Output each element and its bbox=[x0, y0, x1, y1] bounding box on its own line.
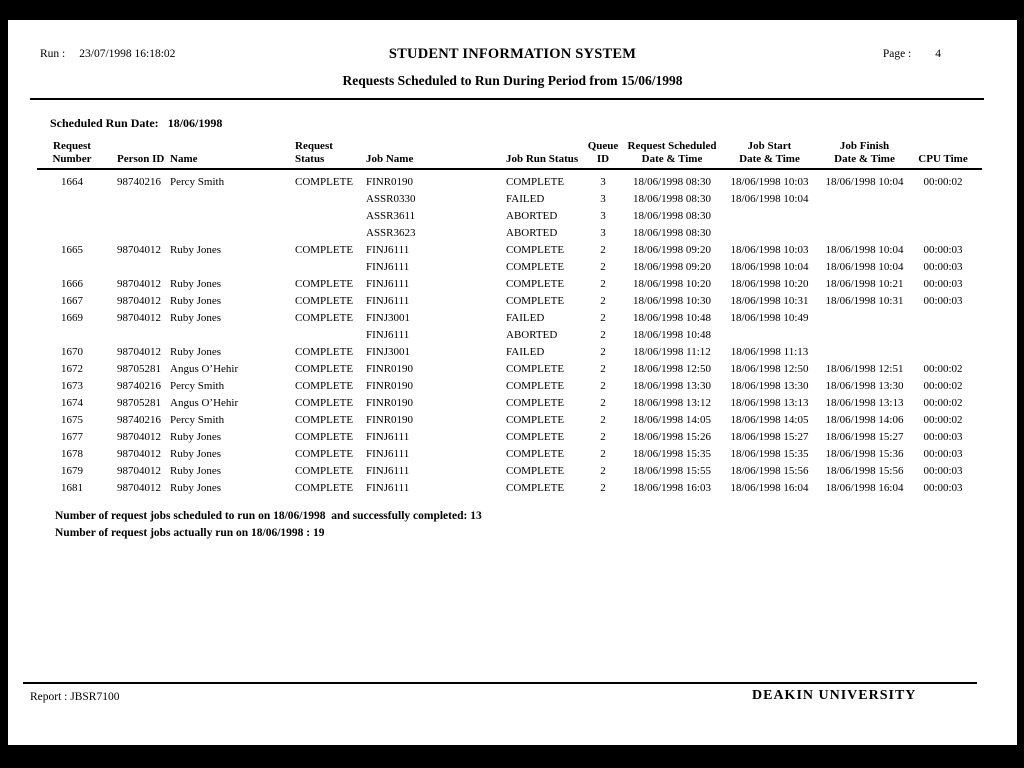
cell-cpu-time: 00:00:03 bbox=[923, 482, 963, 494]
cell-job-finish-datetime: 18/06/1998 10:31 bbox=[825, 295, 904, 307]
cell-queue-id: 2 bbox=[600, 261, 606, 273]
cell-request-status: COMPLETE bbox=[295, 295, 354, 307]
cell-job-finish-datetime: 18/06/1998 15:27 bbox=[825, 431, 904, 443]
cell-queue-id: 2 bbox=[600, 431, 606, 443]
cell-person-id: 98704012 bbox=[117, 295, 161, 307]
table-row bbox=[37, 412, 982, 429]
cell-name: Angus O’Hehir bbox=[170, 363, 239, 375]
cell-request-status: COMPLETE bbox=[295, 397, 354, 409]
cell-job-finish-datetime bbox=[817, 344, 912, 361]
table-row bbox=[37, 463, 982, 480]
table-row bbox=[37, 293, 982, 310]
col-header-person-id: Person ID bbox=[107, 140, 167, 169]
cell-request-scheduled-datetime: 18/06/1998 12:50 bbox=[633, 363, 711, 375]
table-header-row bbox=[37, 140, 982, 169]
cell-name: Angus O’Hehir bbox=[170, 397, 239, 409]
cell-request-number: 1675 bbox=[61, 414, 83, 426]
table-row bbox=[37, 378, 982, 395]
col-header-request-scheduled: Request Scheduled Date & Time bbox=[622, 140, 722, 169]
cell-job-name: FINJ6111 bbox=[366, 295, 410, 307]
cell-queue-id: 2 bbox=[600, 380, 606, 392]
jobs-table bbox=[37, 140, 982, 497]
scheduled-run-date-label: Scheduled Run Date: bbox=[50, 116, 159, 130]
cell-job-name: ASSR0330 bbox=[366, 193, 416, 205]
table-row bbox=[37, 242, 982, 259]
cell-request-scheduled-datetime: 18/06/1998 13:12 bbox=[633, 397, 711, 409]
cell-job-start-datetime: 18/06/1998 10:20 bbox=[730, 278, 809, 290]
cell-job-start-datetime bbox=[722, 225, 817, 242]
cell-request-scheduled-datetime: 18/06/1998 15:55 bbox=[633, 465, 711, 477]
cell-job-finish-datetime: 18/06/1998 16:04 bbox=[825, 482, 904, 494]
cell-job-start-datetime: 18/06/1998 10:49 bbox=[730, 312, 809, 324]
cell-job-finish-datetime bbox=[817, 327, 912, 344]
cell-request-scheduled-datetime: 18/06/1998 15:26 bbox=[633, 431, 711, 443]
cell-job-run-status: COMPLETE bbox=[506, 380, 565, 392]
page-title: STUDENT INFORMATION SYSTEM bbox=[388, 46, 637, 62]
cell-job-start-datetime: 18/06/1998 10:04 bbox=[730, 193, 809, 205]
cell-queue-id: 2 bbox=[600, 414, 606, 426]
cell-queue-id: 2 bbox=[600, 397, 606, 409]
cell-person-id: 98704012 bbox=[117, 312, 161, 324]
cell-request-status bbox=[292, 225, 364, 242]
cell-job-finish-datetime bbox=[817, 225, 912, 242]
cell-request-status: COMPLETE bbox=[295, 414, 354, 426]
cell-job-name: FINJ6111 bbox=[366, 244, 410, 256]
cell-job-start-datetime bbox=[722, 327, 817, 344]
cell-name: Ruby Jones bbox=[170, 346, 222, 358]
cell-name bbox=[167, 191, 292, 208]
col-header-queue-id: Queue ID bbox=[584, 140, 622, 169]
cell-job-run-status: COMPLETE bbox=[506, 176, 565, 188]
cell-job-run-status: COMPLETE bbox=[506, 363, 565, 375]
cell-job-run-status: COMPLETE bbox=[506, 431, 565, 443]
cell-request-status: COMPLETE bbox=[295, 346, 354, 358]
cell-job-run-status: COMPLETE bbox=[506, 465, 565, 477]
table-row bbox=[37, 310, 982, 327]
cell-person-id: 98705281 bbox=[117, 397, 161, 409]
cell-request-status bbox=[292, 191, 364, 208]
cell-request-scheduled-datetime: 18/06/1998 14:05 bbox=[633, 414, 711, 426]
cell-job-finish-datetime: 18/06/1998 10:04 bbox=[825, 244, 904, 256]
table-row bbox=[37, 259, 982, 276]
cell-job-run-status: COMPLETE bbox=[506, 244, 565, 256]
cell-job-name: FINJ3001 bbox=[366, 346, 411, 358]
cell-request-number bbox=[37, 259, 107, 276]
cell-name bbox=[167, 225, 292, 242]
cell-job-run-status: FAILED bbox=[506, 312, 545, 324]
cell-job-name: FINR0190 bbox=[366, 363, 414, 375]
cell-name: Percy Smith bbox=[170, 414, 225, 426]
cell-cpu-time bbox=[912, 344, 982, 361]
cell-job-start-datetime: 18/06/1998 12:50 bbox=[730, 363, 809, 375]
cell-job-finish-datetime: 18/06/1998 10:04 bbox=[825, 176, 904, 188]
cell-person-id: 98704012 bbox=[117, 465, 161, 477]
table-row bbox=[37, 191, 982, 208]
cell-job-finish-datetime: 18/06/1998 13:13 bbox=[825, 397, 904, 409]
cell-request-number: 1665 bbox=[61, 244, 83, 256]
cell-job-name: ASSR3611 bbox=[366, 210, 416, 222]
cell-job-name: FINJ3001 bbox=[366, 312, 411, 324]
cell-request-scheduled-datetime: 18/06/1998 08:30 bbox=[633, 193, 711, 205]
cell-job-finish-datetime: 18/06/1998 15:36 bbox=[825, 448, 904, 460]
cell-queue-id: 2 bbox=[600, 465, 606, 477]
report-subtitle: Requests Scheduled to Run During Period from 15/06/1998 bbox=[342, 73, 683, 88]
cell-request-scheduled-datetime: 18/06/1998 08:30 bbox=[633, 227, 711, 239]
cell-person-id: 98740216 bbox=[117, 380, 161, 392]
cell-request-scheduled-datetime: 18/06/1998 10:30 bbox=[633, 295, 711, 307]
cell-name: Ruby Jones bbox=[170, 312, 222, 324]
cell-job-start-datetime: 18/06/1998 13:30 bbox=[730, 380, 809, 392]
cell-job-finish-datetime bbox=[817, 310, 912, 327]
cell-cpu-time bbox=[912, 225, 982, 242]
col-header-cpu-time: CPU Time bbox=[912, 140, 982, 169]
run-label: Run : bbox=[40, 48, 66, 60]
cell-cpu-time: 00:00:03 bbox=[923, 448, 963, 460]
cell-job-start-datetime: 18/06/1998 10:04 bbox=[730, 261, 809, 273]
cell-job-start-datetime: 18/06/1998 14:05 bbox=[730, 414, 809, 426]
cell-person-id: 98704012 bbox=[117, 482, 161, 494]
cell-cpu-time: 00:00:03 bbox=[923, 261, 963, 273]
table-row bbox=[37, 276, 982, 293]
cell-job-start-datetime: 18/06/1998 16:04 bbox=[730, 482, 809, 494]
cell-job-name: FINJ6111 bbox=[366, 465, 410, 477]
cell-queue-id: 2 bbox=[600, 295, 606, 307]
cell-job-name: FINR0190 bbox=[366, 176, 414, 188]
cell-request-status bbox=[292, 259, 364, 276]
cell-request-status: COMPLETE bbox=[295, 278, 354, 290]
summary-block bbox=[55, 508, 482, 542]
col-header-job-start: Job Start Date & Time bbox=[722, 140, 817, 169]
cell-person-id bbox=[107, 225, 167, 242]
col-header-request-number: Request Number bbox=[37, 140, 107, 169]
jobs-table-body bbox=[37, 169, 982, 497]
page-label: Page : bbox=[882, 48, 912, 60]
cell-request-status bbox=[292, 327, 364, 344]
cell-job-start-datetime: 18/06/1998 10:03 bbox=[730, 176, 809, 188]
cell-request-number: 1673 bbox=[61, 380, 83, 392]
run-datetime: 23/07/1998 16:18:02 bbox=[79, 48, 176, 60]
page-number-group bbox=[883, 48, 941, 60]
jobs-table-container bbox=[37, 140, 982, 497]
cell-request-status: COMPLETE bbox=[295, 312, 354, 324]
cell-queue-id: 2 bbox=[600, 312, 606, 324]
cell-job-start-datetime: 18/06/1998 15:27 bbox=[730, 431, 809, 443]
cell-request-number bbox=[37, 327, 107, 344]
cell-job-finish-datetime: 18/06/1998 14:06 bbox=[825, 414, 904, 426]
cell-request-scheduled-datetime: 18/06/1998 09:20 bbox=[633, 244, 711, 256]
scheduled-run-date-value: 18/06/1998 bbox=[167, 116, 223, 130]
cell-queue-id: 3 bbox=[600, 193, 606, 205]
cell-name bbox=[167, 327, 292, 344]
cell-cpu-time: 00:00:02 bbox=[923, 363, 963, 375]
cell-queue-id: 2 bbox=[600, 346, 606, 358]
cell-job-run-status: ABORTED bbox=[506, 227, 558, 239]
cell-queue-id: 2 bbox=[600, 363, 606, 375]
cell-name: Ruby Jones bbox=[170, 278, 222, 290]
cell-job-start-datetime: 18/06/1998 13:13 bbox=[730, 397, 809, 409]
cell-person-id bbox=[107, 191, 167, 208]
cell-job-name: FINJ6111 bbox=[366, 482, 410, 494]
cell-job-name: FINJ6111 bbox=[366, 261, 410, 273]
cell-name: Percy Smith bbox=[170, 176, 225, 188]
cell-cpu-time: 00:00:03 bbox=[923, 465, 963, 477]
cell-request-status: COMPLETE bbox=[295, 465, 354, 477]
cell-cpu-time: 00:00:03 bbox=[923, 431, 963, 443]
cell-request-scheduled-datetime: 18/06/1998 11:12 bbox=[633, 346, 711, 358]
cell-request-scheduled-datetime: 18/06/1998 09:20 bbox=[633, 261, 711, 273]
cell-cpu-time: 00:00:02 bbox=[923, 414, 963, 426]
cell-request-status: COMPLETE bbox=[295, 244, 354, 256]
table-row bbox=[37, 446, 982, 463]
cell-cpu-time bbox=[912, 208, 982, 225]
cell-job-start-datetime: 18/06/1998 11:13 bbox=[730, 346, 809, 358]
cell-job-run-status: COMPLETE bbox=[506, 295, 565, 307]
cell-cpu-time bbox=[912, 327, 982, 344]
cell-request-number: 1678 bbox=[61, 448, 83, 460]
cell-job-run-status: COMPLETE bbox=[506, 448, 565, 460]
cell-person-id: 98704012 bbox=[117, 448, 161, 460]
cell-job-run-status: ABORTED bbox=[506, 329, 558, 341]
cell-request-number: 1667 bbox=[61, 295, 83, 307]
cell-person-id bbox=[107, 208, 167, 225]
cell-name: Ruby Jones bbox=[170, 431, 222, 443]
header-divider bbox=[30, 98, 984, 100]
cell-request-number bbox=[37, 208, 107, 225]
cell-person-id: 98704012 bbox=[117, 346, 161, 358]
cell-job-run-status: COMPLETE bbox=[506, 482, 565, 494]
table-row bbox=[37, 208, 982, 225]
cell-queue-id: 2 bbox=[600, 278, 606, 290]
cell-job-name: FINR0190 bbox=[366, 380, 414, 392]
cell-queue-id: 3 bbox=[600, 227, 606, 239]
cell-cpu-time: 00:00:03 bbox=[923, 244, 963, 256]
cell-request-scheduled-datetime: 18/06/1998 16:03 bbox=[633, 482, 711, 494]
cell-job-run-status: FAILED bbox=[506, 193, 545, 205]
cell-job-name: FINR0190 bbox=[366, 414, 414, 426]
cell-person-id: 98705281 bbox=[117, 363, 161, 375]
cell-request-number: 1674 bbox=[61, 397, 83, 409]
cell-job-name: FINJ6111 bbox=[366, 431, 410, 443]
cell-name: Ruby Jones bbox=[170, 244, 222, 256]
cell-job-start-datetime: 18/06/1998 15:56 bbox=[730, 465, 809, 477]
cell-job-finish-datetime: 18/06/1998 10:04 bbox=[825, 261, 904, 273]
report-id: Report : JBSR7100 bbox=[30, 691, 120, 703]
col-header-job-name: Job Name bbox=[364, 140, 504, 169]
col-header-job-run-status: Job Run Status bbox=[504, 140, 584, 169]
col-header-job-finish: Job Finish Date & Time bbox=[817, 140, 912, 169]
cell-job-start-datetime: 18/06/1998 10:31 bbox=[730, 295, 809, 307]
cell-queue-id: 2 bbox=[600, 244, 606, 256]
summary-line-actual: Number of request jobs actually run on 18/06/1998 : 19 bbox=[55, 527, 325, 539]
cell-person-id: 98704012 bbox=[117, 278, 161, 290]
cell-name bbox=[167, 259, 292, 276]
cell-person-id: 98704012 bbox=[117, 431, 161, 443]
cell-person-id bbox=[107, 327, 167, 344]
cell-cpu-time: 00:00:02 bbox=[923, 380, 963, 392]
cell-job-run-status: COMPLETE bbox=[506, 261, 565, 273]
cell-name: Ruby Jones bbox=[170, 482, 222, 494]
cell-name bbox=[167, 208, 292, 225]
table-row bbox=[37, 361, 982, 378]
cell-job-name: FINJ6111 bbox=[366, 448, 410, 460]
cell-person-id: 98704012 bbox=[117, 244, 161, 256]
cell-request-scheduled-datetime: 18/06/1998 10:20 bbox=[633, 278, 711, 290]
cell-queue-id: 3 bbox=[600, 176, 606, 188]
report-page bbox=[8, 20, 1017, 745]
cell-cpu-time: 00:00:02 bbox=[923, 397, 963, 409]
cell-request-number bbox=[37, 225, 107, 242]
cell-queue-id: 2 bbox=[600, 448, 606, 460]
cell-job-run-status: FAILED bbox=[506, 346, 545, 358]
footer-divider bbox=[23, 682, 977, 684]
cell-request-scheduled-datetime: 18/06/1998 13:30 bbox=[633, 380, 711, 392]
table-row bbox=[37, 480, 982, 497]
cell-request-number: 1677 bbox=[61, 431, 83, 443]
cell-job-finish-datetime bbox=[817, 208, 912, 225]
cell-job-name: ASSR3623 bbox=[366, 227, 416, 239]
cell-name: Percy Smith bbox=[170, 380, 225, 392]
cell-person-id: 98740216 bbox=[117, 414, 161, 426]
cell-request-scheduled-datetime: 18/06/1998 08:30 bbox=[633, 210, 711, 222]
cell-job-finish-datetime: 18/06/1998 13:30 bbox=[825, 380, 904, 392]
cell-job-start-datetime: 18/06/1998 10:03 bbox=[730, 244, 809, 256]
table-row bbox=[37, 225, 982, 242]
cell-job-start-datetime: 18/06/1998 15:35 bbox=[730, 448, 809, 460]
cell-request-number: 1670 bbox=[61, 346, 83, 358]
cell-job-name: FINJ6111 bbox=[366, 278, 410, 290]
cell-cpu-time: 00:00:03 bbox=[923, 295, 963, 307]
table-row bbox=[37, 169, 982, 191]
cell-cpu-time bbox=[912, 191, 982, 208]
cell-request-number: 1681 bbox=[61, 482, 83, 494]
cell-job-finish-datetime: 18/06/1998 12:51 bbox=[825, 363, 904, 375]
cell-request-number: 1664 bbox=[61, 176, 83, 188]
cell-request-status: COMPLETE bbox=[295, 363, 354, 375]
cell-request-status: COMPLETE bbox=[295, 431, 354, 443]
scheduled-run-date bbox=[50, 116, 222, 131]
cell-cpu-time bbox=[912, 310, 982, 327]
cell-request-number: 1669 bbox=[61, 312, 83, 324]
cell-person-id bbox=[107, 259, 167, 276]
table-row bbox=[37, 429, 982, 446]
cell-job-finish-datetime: 18/06/1998 15:56 bbox=[825, 465, 904, 477]
table-row bbox=[37, 395, 982, 412]
cell-job-name: FINJ6111 bbox=[366, 329, 410, 341]
cell-request-number bbox=[37, 191, 107, 208]
cell-job-run-status: COMPLETE bbox=[506, 397, 565, 409]
cell-request-number: 1679 bbox=[61, 465, 83, 477]
cell-request-scheduled-datetime: 18/06/1998 08:30 bbox=[633, 176, 711, 188]
cell-request-number: 1666 bbox=[61, 278, 83, 290]
col-header-name: Name bbox=[167, 140, 292, 169]
cell-name: Ruby Jones bbox=[170, 295, 222, 307]
cell-job-start-datetime bbox=[722, 208, 817, 225]
cell-job-run-status: COMPLETE bbox=[506, 278, 565, 290]
cell-request-status: COMPLETE bbox=[295, 448, 354, 460]
page-number: 4 bbox=[935, 48, 941, 60]
cell-request-status: COMPLETE bbox=[295, 176, 354, 188]
cell-queue-id: 2 bbox=[600, 329, 606, 341]
cell-request-status: COMPLETE bbox=[295, 380, 354, 392]
cell-request-status bbox=[292, 208, 364, 225]
table-row bbox=[37, 344, 982, 361]
cell-job-run-status: COMPLETE bbox=[506, 414, 565, 426]
table-row bbox=[37, 327, 982, 344]
cell-name: Ruby Jones bbox=[170, 465, 222, 477]
cell-request-scheduled-datetime: 18/06/1998 10:48 bbox=[633, 312, 711, 324]
cell-cpu-time: 00:00:02 bbox=[923, 176, 963, 188]
summary-line-completed: Number of request jobs scheduled to run on 18/06/1998 and successfully completed: 13 bbox=[55, 510, 482, 522]
cell-request-scheduled-datetime: 18/06/1998 15:35 bbox=[633, 448, 711, 460]
cell-name: Ruby Jones bbox=[170, 448, 222, 460]
cell-job-name: FINR0190 bbox=[366, 397, 414, 409]
cell-request-scheduled-datetime: 18/06/1998 10:48 bbox=[633, 329, 711, 341]
cell-person-id: 98740216 bbox=[117, 176, 161, 188]
cell-job-finish-datetime bbox=[817, 191, 912, 208]
col-header-request-status: Request Status bbox=[292, 140, 364, 169]
cell-queue-id: 2 bbox=[600, 482, 606, 494]
cell-job-finish-datetime: 18/06/1998 10:21 bbox=[825, 278, 904, 290]
organization-name: DEAKIN UNIVERSITY bbox=[752, 688, 917, 703]
cell-request-number: 1672 bbox=[61, 363, 83, 375]
cell-cpu-time: 00:00:03 bbox=[923, 278, 963, 290]
cell-request-status: COMPLETE bbox=[295, 482, 354, 494]
cell-queue-id: 3 bbox=[600, 210, 606, 222]
cell-job-run-status: ABORTED bbox=[506, 210, 558, 222]
